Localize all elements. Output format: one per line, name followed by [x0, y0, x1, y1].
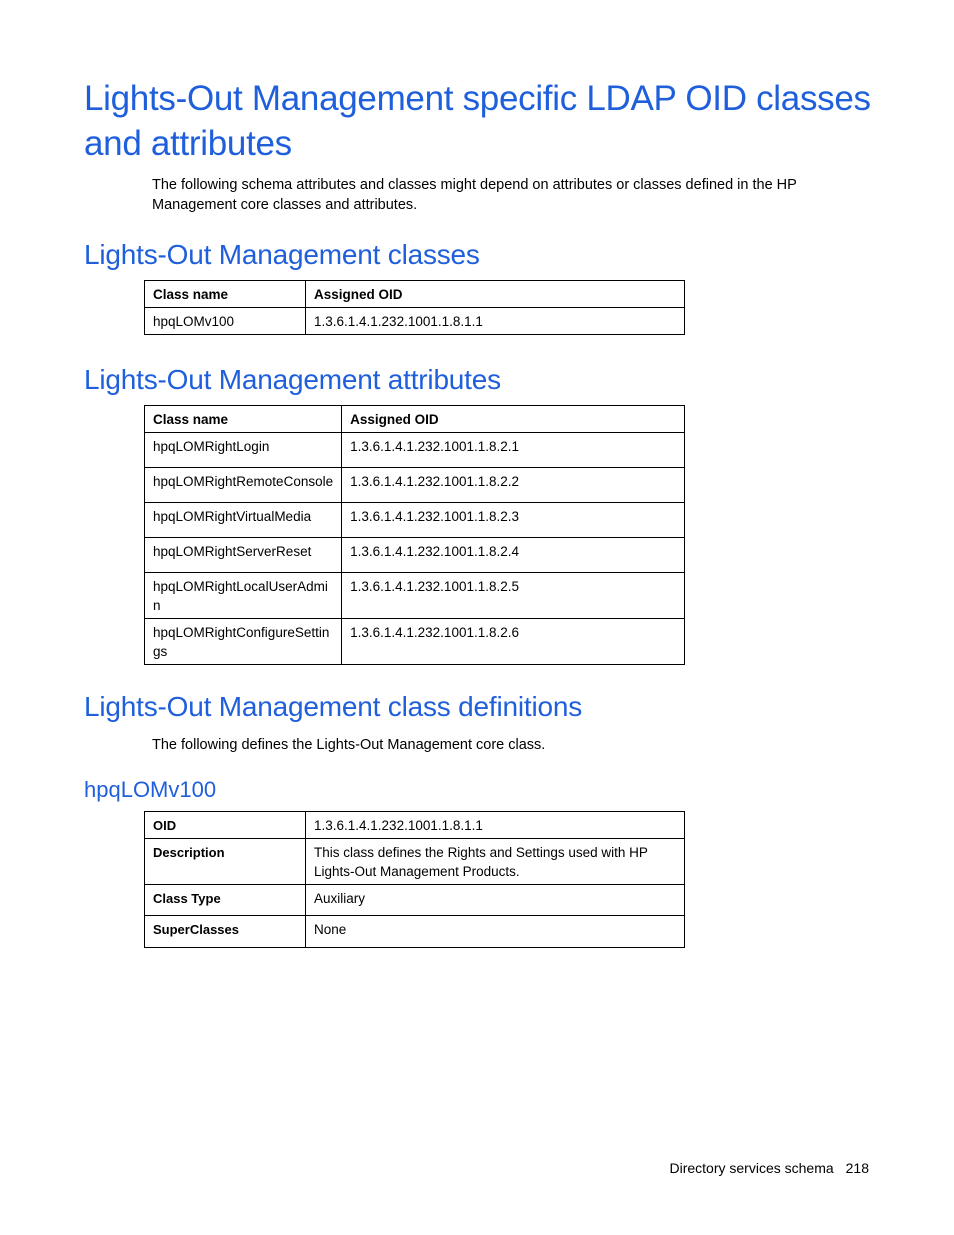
class-name-cell: hpqLOMRightRemoteConsole	[145, 468, 342, 503]
page-title	[84, 76, 884, 166]
oid-label: OID	[145, 812, 306, 839]
class-type-label: Class Type	[145, 885, 306, 916]
description-label: Description	[145, 839, 306, 885]
hpqlomv100-definition-table	[144, 811, 685, 948]
footer-section-title: Directory services schema	[669, 1160, 834, 1176]
class-type-value: Auxiliary	[306, 885, 685, 916]
page-title-line-2: and attributes	[84, 124, 292, 163]
page-footer	[669, 1158, 869, 1178]
class-name-cell: hpqLOMRightVirtualMedia	[145, 503, 342, 538]
class-name-line-1: hpqLOMRightConfigureSettin	[153, 625, 330, 640]
assigned-oid-cell: 1.3.6.1.4.1.232.1001.1.8.2.4	[342, 538, 685, 573]
superclasses-label: SuperClasses	[145, 916, 306, 948]
table-header-row	[145, 281, 685, 308]
assigned-oid-cell: 1.3.6.1.4.1.232.1001.1.8.2.1	[342, 433, 685, 468]
hpqlomv100-heading: hpqLOMv100	[84, 777, 217, 802]
description-line-1: This class defines the Rights and Settings used with HP	[314, 845, 648, 860]
table-header-row	[145, 406, 685, 433]
superclasses-value: None	[306, 916, 685, 948]
class-name-line-1: hpqLOMRightLocalUserAdmi	[153, 579, 328, 594]
oid-value: 1.3.6.1.4.1.232.1001.1.8.1.1	[306, 812, 685, 839]
attributes-heading: Lights-Out Management attributes	[84, 364, 501, 395]
intro-paragraph: The following schema attributes and classes might depend on attributes or classes defined in the HP Management core classes and attributes.	[152, 177, 797, 213]
assigned-oid-cell: 1.3.6.1.4.1.232.1001.1.8.2.2	[342, 468, 685, 503]
column-header-assigned-oid: Assigned OID	[306, 281, 685, 308]
assigned-oid-cell: 1.3.6.1.4.1.232.1001.1.8.2.5	[342, 573, 685, 619]
class-name-cell	[145, 619, 342, 665]
page-title-line-1: Lights-Out Management specific LDAP OID classes	[84, 79, 871, 118]
table-row	[145, 308, 685, 335]
table-row	[145, 885, 685, 916]
class-name-cell: hpqLOMRightServerReset	[145, 538, 342, 573]
class-name-line-2: gs	[153, 644, 168, 659]
description-line-2: Lights-Out Management Products.	[314, 864, 520, 879]
class-name-cell	[145, 573, 342, 619]
table-row	[145, 573, 685, 619]
table-row	[145, 619, 685, 665]
column-header-class-name: Class name	[145, 281, 306, 308]
assigned-oid-cell: 1.3.6.1.4.1.232.1001.1.8.2.3	[342, 503, 685, 538]
table-row	[145, 538, 685, 573]
table-row	[145, 468, 685, 503]
table-row	[145, 839, 685, 885]
table-row	[145, 503, 685, 538]
column-header-class-name: Class name	[145, 406, 342, 433]
attributes-table	[144, 405, 685, 665]
table-row	[145, 433, 685, 468]
description-value	[306, 839, 685, 885]
table-row	[145, 916, 685, 948]
classes-table	[144, 280, 685, 335]
column-header-assigned-oid: Assigned OID	[342, 406, 685, 433]
class-name-line-2: n	[153, 598, 161, 613]
assigned-oid-cell: 1.3.6.1.4.1.232.1001.1.8.1.1	[306, 308, 685, 335]
classes-heading: Lights-Out Management classes	[84, 239, 480, 270]
assigned-oid-cell: 1.3.6.1.4.1.232.1001.1.8.2.6	[342, 619, 685, 665]
class-definitions-heading: Lights-Out Management class definitions	[84, 691, 583, 722]
class-name-cell: hpqLOMv100	[145, 308, 306, 335]
class-name-cell: hpqLOMRightLogin	[145, 433, 342, 468]
table-row	[145, 812, 685, 839]
page-number: 218	[845, 1160, 869, 1176]
class-definitions-paragraph: The following defines the Lights-Out Management core class.	[152, 737, 546, 753]
